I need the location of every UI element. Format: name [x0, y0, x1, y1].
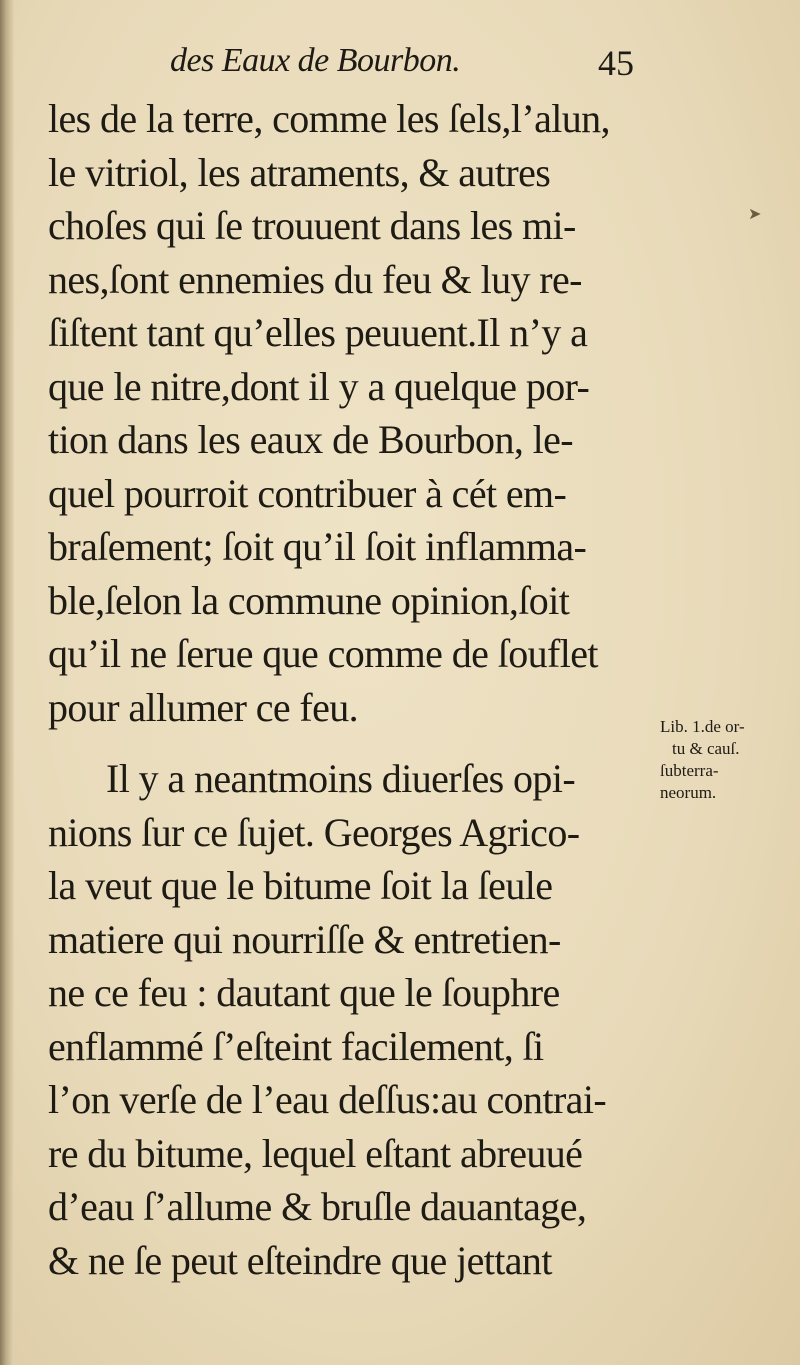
marginal-note-line: neorum.: [660, 783, 717, 802]
ink-mark-icon: ➤: [748, 206, 762, 223]
text-line: quel pourroit contribuer à cét em-: [48, 470, 567, 516]
text-line: d’eau ſ’allume & bruſle dauantage,: [48, 1184, 587, 1229]
paragraph-first-line: Il y a neantmoins diuerſes opi-: [106, 756, 576, 801]
text-line: que le nitre,dont il y a quelque por-: [48, 363, 590, 409]
running-head: [170, 42, 650, 92]
text-line: enflammé ſ’eſteint facilement, ſi: [48, 1023, 544, 1069]
marginal-note-line: Lib. 1.de or-: [660, 717, 745, 736]
text-line: matiere qui nourriſſe & entretien-: [48, 916, 561, 962]
text-line: pour allumer ce feu.: [48, 684, 359, 730]
text-line: ne ce feu : dautant que le ſouphre: [48, 970, 560, 1015]
text-line: choſes qui ſe trouuent dans les mi-: [48, 203, 576, 248]
marginal-note: [660, 716, 795, 804]
marginal-note-line: tu & cauſ.: [672, 739, 740, 758]
text-line: & ne ſe peut eſteindre que jettant: [48, 1237, 552, 1283]
text-line: braſement; ſoit qu’il ſoit inflamma-: [48, 524, 587, 569]
text-line: re du bitume, lequel eſtant abreuué: [48, 1130, 583, 1176]
marginal-note-line: ſubterra-: [660, 761, 719, 780]
text-line: le vitriol, les atraments, & autres: [48, 149, 551, 195]
text-line: nions ſur ce ſujet. Georges Agrico-: [48, 809, 580, 855]
text-line: la veut que le bitume ſoit la ſeule: [48, 863, 553, 908]
page-gutter: [0, 0, 14, 1365]
text-line: nes,ſont ennemies du feu & luy re-: [48, 256, 582, 302]
running-head-title: des Eaux de Bourbon.: [170, 42, 461, 79]
body-text: [48, 92, 660, 1287]
text-line: tion dans les eaux de Bourbon, le-: [48, 417, 574, 462]
text-line: l’on verſe de l’eau deſſus:au contrai-: [48, 1077, 607, 1122]
text-line: les de la terre, comme les ſels,l’alun,: [48, 96, 610, 141]
text-line: qu’il ne ſerue que comme de ſouflet: [48, 631, 598, 676]
page-number: 45: [598, 43, 634, 83]
text-line: ble,ſelon la commune opinion,ſoit: [48, 577, 570, 623]
text-line: ſiſtent tant qu’elles peuuent.Il n’y a: [48, 310, 588, 355]
